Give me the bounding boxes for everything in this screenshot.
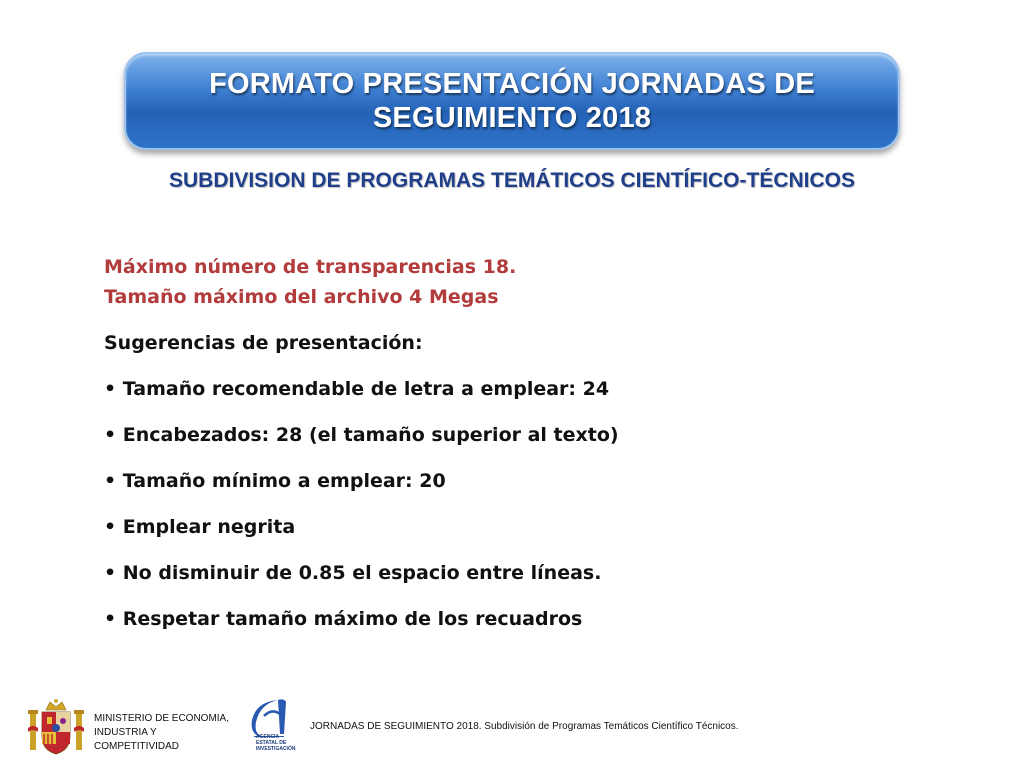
max-slides-text: Máximo número de transparencias 18. xyxy=(104,256,517,278)
max-size-text: Tamaño máximo del archivo 4 Megas xyxy=(104,286,499,308)
title-banner xyxy=(124,52,900,150)
suggestions-list xyxy=(104,374,924,634)
ministry-line-3: COMPETITIVIDAD xyxy=(94,741,180,752)
agency-label xyxy=(256,734,295,752)
main-content xyxy=(104,252,924,634)
ministry-line-1: MINISTERIO DE ECONOMIA, xyxy=(94,713,230,724)
agency-line-1: AGENCIA xyxy=(256,734,280,740)
footer-caption: JORNADAS DE SEGUIMIENTO 2018. Subdivisión de Programas Temáticos Científico Técnicos. xyxy=(310,721,739,732)
list-item: • No disminuir de 0.85 el espacio entre líneas. xyxy=(104,562,602,584)
list-item: • Respetar tamaño máximo de los recuadros xyxy=(104,608,583,630)
list-item: • Emplear negrita xyxy=(104,516,296,538)
title-line-2: SEGUIMIENTO 2018 xyxy=(372,102,652,134)
list-item: • Encabezados: 28 (el tamaño superior al texto) xyxy=(104,424,619,446)
ministry-label xyxy=(94,712,229,754)
suggestions-heading: Sugerencias de presentación: xyxy=(104,332,423,354)
list-item: • Tamaño mínimo a emplear: 20 xyxy=(104,470,446,492)
footer xyxy=(0,692,1024,768)
subtitle: SUBDIVISION DE PROGRAMAS TEMÁTICOS CIENTÍFICO-TÉCNICOS xyxy=(168,169,856,192)
agency-line-3: INVESTIGACIÓN xyxy=(256,746,296,752)
title-line-1: FORMATO PRESENTACIÓN JORNADAS DE xyxy=(209,68,815,100)
agency-logo-icon xyxy=(248,696,292,764)
coat-of-arms-icon xyxy=(28,698,84,758)
ministry-line-2: INDUSTRIA Y xyxy=(94,727,157,738)
agency-line-2: ESTATAL DE xyxy=(256,740,287,746)
list-item: • Tamaño recomendable de letra a emplear: 24 xyxy=(104,378,610,400)
